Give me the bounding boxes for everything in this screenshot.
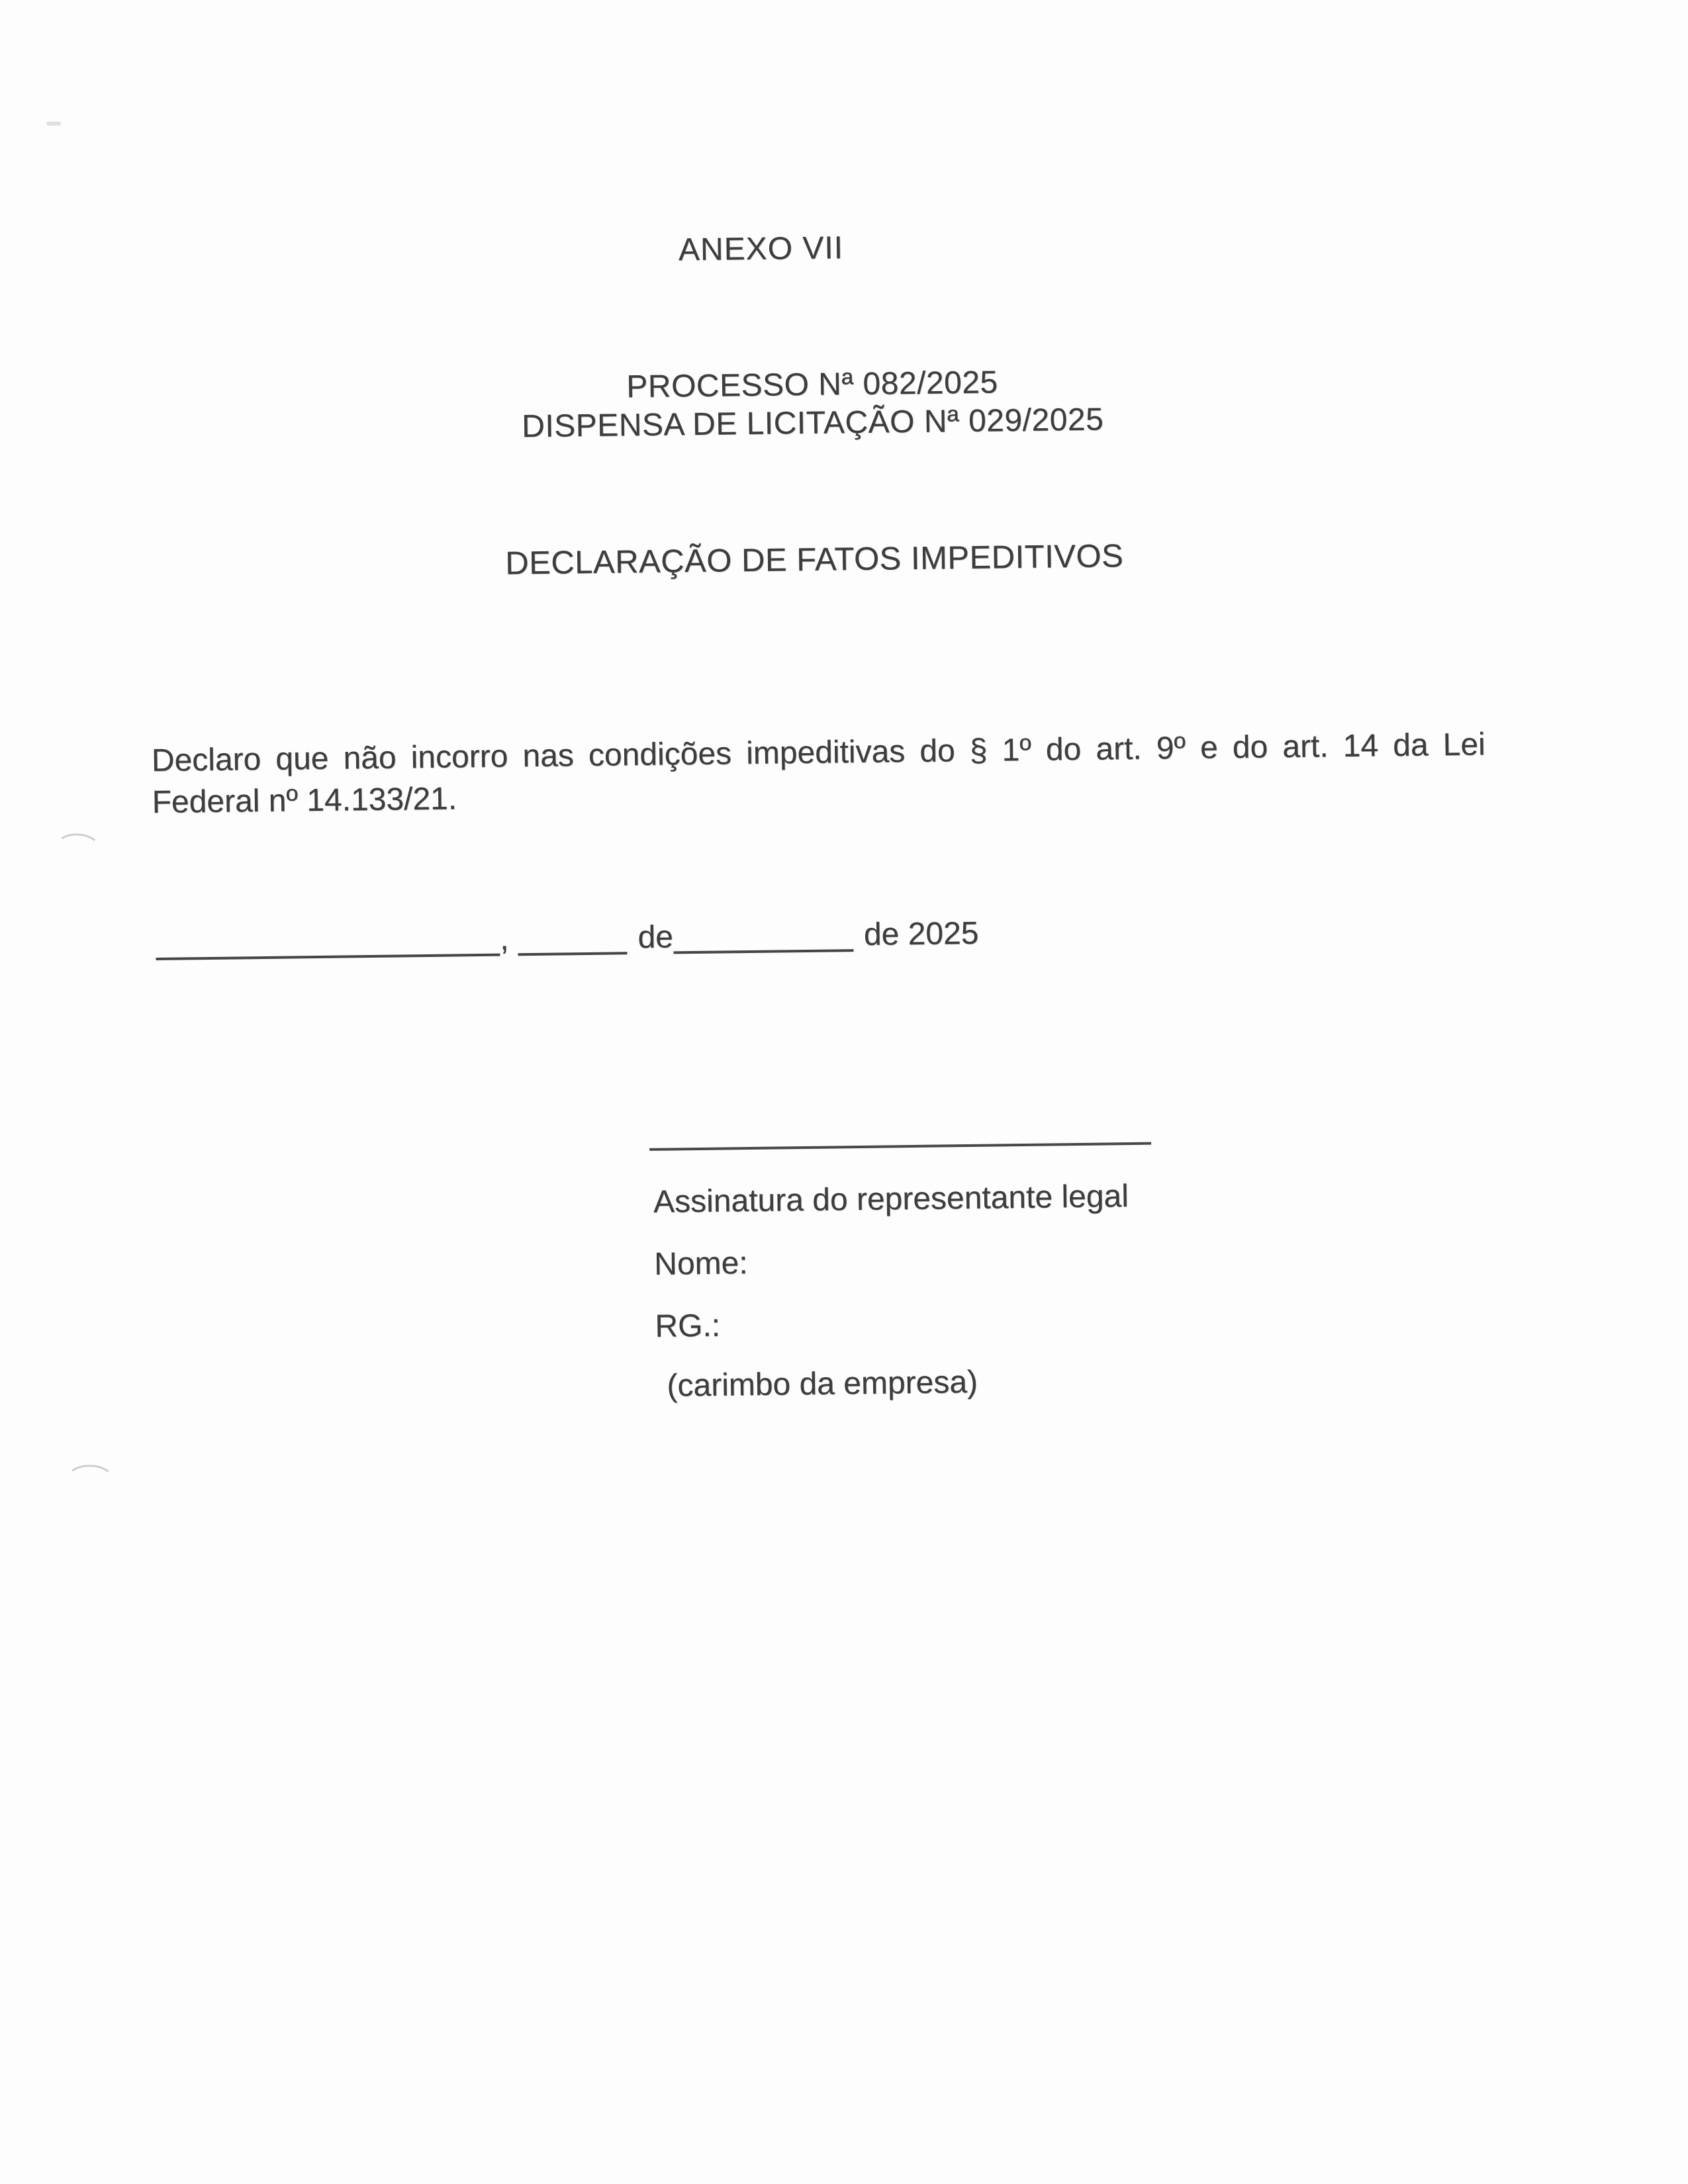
month-blank-line — [673, 945, 853, 954]
date-comma: , — [499, 921, 509, 957]
company-stamp-label: (carimbo da empresa) — [667, 1364, 978, 1404]
bidding-waiver-number-line: DISPENSA DE LICITAÇÃO Nª 029/2025 — [521, 402, 1104, 445]
process-number-line: PROCESSO Nª 082/2025 — [626, 365, 999, 405]
date-fill-in-line — [156, 915, 979, 962]
date-word-de-1: de — [637, 919, 674, 956]
declaration-text-line2: Federal nº 14.133/21. — [152, 781, 457, 821]
city-blank-line — [156, 950, 500, 960]
name-label: Nome: — [653, 1246, 748, 1282]
signature-rule-line — [649, 1142, 1151, 1151]
rg-label: RG.: — [655, 1308, 721, 1344]
scan-artifact-dash — [46, 122, 61, 126]
scan-artifact-arc-upper — [54, 832, 101, 864]
day-blank-line — [518, 948, 628, 956]
scan-artifact-arc-lower — [66, 1464, 115, 1497]
date-word-de-2: de 2025 — [863, 915, 979, 952]
signature-caption: Assinatura do representante legal — [653, 1179, 1129, 1220]
declaration-paragraph — [152, 723, 1486, 823]
process-header — [147, 358, 1478, 451]
document-title: DECLARAÇÃO DE FATOS IMPEDITIVOS — [504, 538, 1124, 582]
declaration-text-line1: Declaro que não incorro nas condições impeditivas do § 1º do art. 9º e do art. 14 da Lei — [151, 727, 1486, 779]
annex-title: ANEXO VII — [678, 230, 844, 268]
